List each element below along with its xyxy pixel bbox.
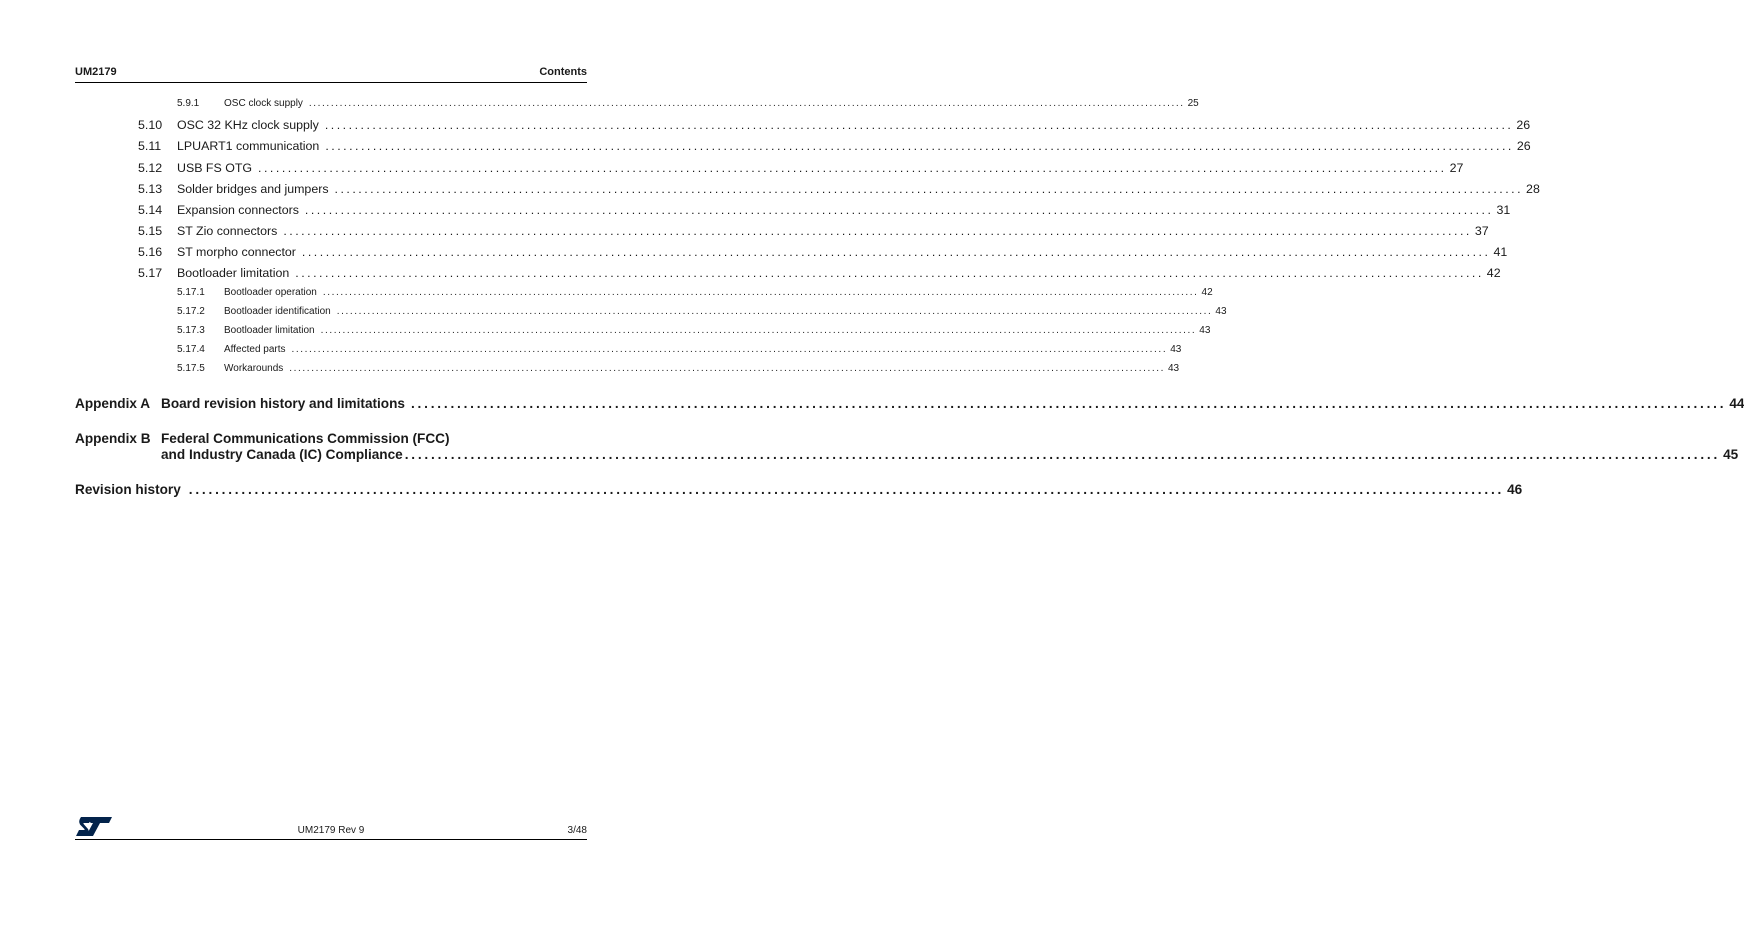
toc-number: 5.17.2 <box>177 306 205 317</box>
toc-page: 25 <box>1187 98 1199 109</box>
toc-page: 43 <box>1199 325 1211 336</box>
toc-leader: ........................................................................................................................................................................................................ <box>291 344 1168 355</box>
toc-entry[interactable] <box>177 325 1211 336</box>
toc-page: 46 <box>1507 482 1523 497</box>
toc-number: 5.11 <box>138 139 162 153</box>
toc-entry[interactable] <box>177 287 1213 298</box>
appendix-title: Board revision history and limitations <box>161 396 405 411</box>
toc-entry[interactable] <box>138 203 1511 217</box>
toc-leader: ........................................................................................................................................................................................................ <box>336 306 1213 317</box>
toc-title: LPUART1 communication <box>177 139 320 153</box>
toc-entry[interactable] <box>138 118 1531 132</box>
toc-leader: ........................................................................................................................................................................................................ <box>334 182 1524 196</box>
appendix-b-title-line1[interactable]: Federal Communications Commission (FCC) <box>161 431 450 446</box>
toc-page: 42 <box>1201 287 1213 298</box>
toc-entry[interactable] <box>177 363 1180 374</box>
toc-title: USB FS OTG <box>177 161 253 175</box>
toc-number: 5.10 <box>138 118 163 132</box>
toc-leader: ........................................................................................................................................................................................................ <box>325 139 1514 153</box>
toc-title: Bootloader limitation <box>224 325 315 336</box>
toc-page: 26 <box>1516 118 1531 132</box>
toc-title: Expansion connectors <box>177 203 299 217</box>
toc-leader: ........................................................................................................................................................................................................ <box>324 118 1514 132</box>
toc-leader: ........................................................................................................................................................................................................ <box>289 363 1165 374</box>
toc-page: 31 <box>1496 203 1511 217</box>
toc-page: 37 <box>1474 224 1489 238</box>
toc-page: 41 <box>1493 245 1508 259</box>
toc-page: 26 <box>1516 139 1531 153</box>
footer-page-number: 3/48 <box>567 825 587 836</box>
toc-title: OSC 32 KHz clock supply <box>177 118 319 132</box>
toc-number: 5.17.1 <box>177 287 205 298</box>
footer-doc-revision: UM2179 Rev 9 <box>297 825 365 836</box>
appendix-b-label: Appendix B <box>75 431 151 446</box>
toc-entry[interactable] <box>138 139 1531 153</box>
toc-leader: ........................................................................................................................................................................................................ <box>188 482 1505 497</box>
toc-title: Bootloader identification <box>224 306 331 317</box>
toc-number: 5.13 <box>138 182 163 196</box>
toc-revision-history[interactable] <box>75 482 1523 497</box>
toc-leader: ........................................................................................................................................................................................................ <box>301 245 1491 259</box>
toc-entry[interactable] <box>138 245 1508 259</box>
appendix-label: Appendix A <box>75 396 151 411</box>
toc-page: 28 <box>1526 182 1540 196</box>
toc-entry[interactable] <box>177 344 1182 355</box>
toc-number: 5.16 <box>138 245 163 259</box>
toc-page: 27 <box>1449 161 1464 175</box>
toc-title: Solder bridges and jumpers <box>177 182 329 196</box>
toc-appendix-a[interactable] <box>75 396 1744 411</box>
header-rule <box>75 82 587 83</box>
toc-entry[interactable] <box>177 306 1227 317</box>
toc-leader: ........................................................................................................................................................................................................ <box>322 287 1199 298</box>
toc-title: OSC clock supply <box>224 98 303 109</box>
toc-entry[interactable] <box>138 224 1489 238</box>
toc-number: 5.15 <box>138 224 163 238</box>
toc-entry[interactable] <box>138 161 1464 175</box>
toc-entry[interactable] <box>177 98 1199 109</box>
toc-leader: ........................................................................................................................................................................................................ <box>295 266 1484 280</box>
footer-rule <box>75 839 587 840</box>
toc-number: 5.17.3 <box>177 325 205 336</box>
toc-number: 5.17 <box>138 266 163 280</box>
toc-page: 42 <box>1486 266 1501 280</box>
toc-title: ST morpho connector <box>177 245 296 259</box>
toc-leader: ........................................................................................................................................................................................................ <box>304 203 1494 217</box>
st-logo-text: ST <box>75 815 77 816</box>
toc-number: 5.17.5 <box>177 363 205 374</box>
toc-number: 5.9.1 <box>177 98 200 109</box>
toc-number: 5.17.4 <box>177 344 205 355</box>
toc-title: Workarounds <box>224 363 284 374</box>
revision-title: Revision history <box>75 482 181 497</box>
toc-page: 45 <box>1723 447 1739 462</box>
toc-leader: ........................................................................................................................................................................................................ <box>410 396 1727 411</box>
toc-leader: ........................................................................................................................................................................................................ <box>308 98 1185 109</box>
toc-entry[interactable] <box>138 182 1540 196</box>
toc-title: Bootloader limitation <box>177 266 290 280</box>
header-section-title: Contents <box>539 66 587 78</box>
toc-page: 43 <box>1215 306 1227 317</box>
appendix-title: and Industry Canada (IC) Compliance <box>161 447 403 462</box>
toc-page: 43 <box>1170 344 1182 355</box>
toc-title: Bootloader operation <box>224 287 317 298</box>
toc-number: 5.12 <box>138 161 163 175</box>
toc-leader: ........................................................................................................................................................................................................ <box>258 161 1447 175</box>
toc-title: ST Zio connectors <box>177 224 278 238</box>
toc-leader: ........................................................................................................................................................................................................ <box>320 325 1197 336</box>
toc-entry[interactable] <box>138 266 1501 280</box>
toc-leader: ........................................................................................................................................................................................................ <box>404 447 1721 462</box>
toc-page: 44 <box>1729 396 1744 411</box>
toc-page: 43 <box>1167 363 1180 374</box>
toc-number: 5.14 <box>138 203 163 217</box>
header-doc-id: UM2179 <box>75 66 117 78</box>
toc-leader: ........................................................................................................................................................................................................ <box>283 224 1472 238</box>
toc-appendix-b[interactable] <box>161 447 1739 462</box>
toc-title: Affected parts <box>224 344 286 355</box>
